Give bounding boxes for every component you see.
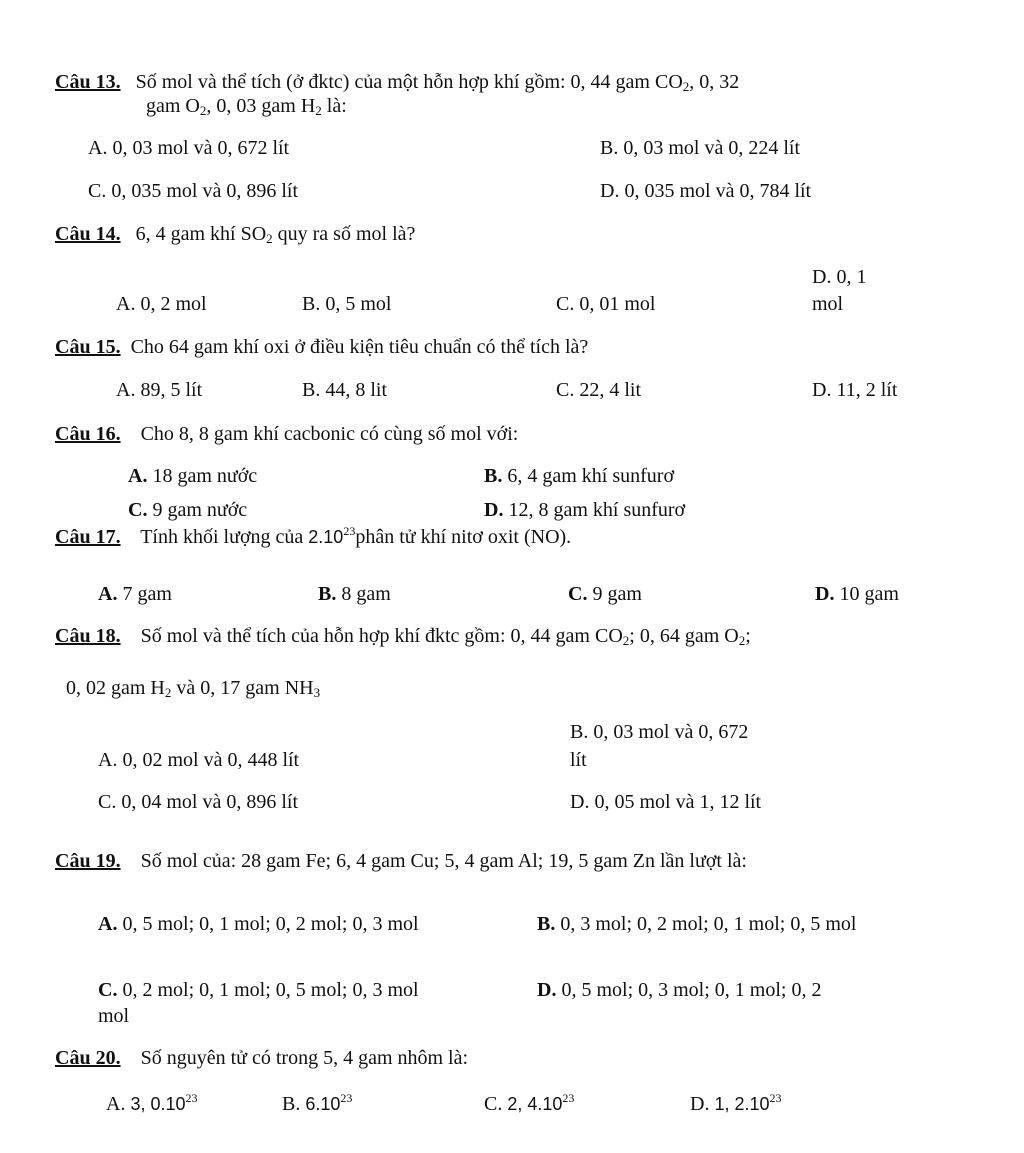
option-d-wrap[interactable] <box>812 292 843 316</box>
option-d[interactable] <box>812 265 866 289</box>
stem-text: phân tử khí nitơ oxit (NO). <box>355 526 572 548</box>
option-d[interactable] <box>570 790 761 814</box>
subscript: 2 <box>738 633 746 648</box>
question-number: Câu 20. <box>55 1047 121 1069</box>
question-stem <box>55 849 747 873</box>
option-text: 6.10 <box>305 1094 341 1114</box>
option-d[interactable] <box>815 582 899 606</box>
stem-text: 6, 4 gam khí SO <box>135 223 267 245</box>
question-stem <box>55 335 588 359</box>
option-letter: B. <box>302 379 321 401</box>
stem-text: ; <box>745 625 751 647</box>
option-letter: B. <box>302 293 321 315</box>
option-letter: D. <box>812 379 832 401</box>
option-c[interactable] <box>98 978 419 1002</box>
option-letter: C. <box>98 979 118 1001</box>
option-letter: A. <box>98 583 118 605</box>
option-text: 0, 03 mol và 0, 224 lít <box>623 137 801 159</box>
option-text: 12, 8 gam khí sunfurơ <box>508 499 686 521</box>
option-letter: B. <box>484 465 503 487</box>
option-a[interactable] <box>88 136 289 160</box>
option-text: 0, 03 mol và 0, 672 <box>593 721 749 743</box>
question-number: Câu 19. <box>55 850 121 872</box>
option-b-wrap[interactable] <box>570 748 587 772</box>
subscript: 2 <box>682 79 690 94</box>
subscript: 2 <box>199 103 207 118</box>
option-text: 0, 2 mol; 0, 1 mol; 0, 5 mol; 0, 3 mol <box>122 979 419 1001</box>
option-a[interactable] <box>116 292 207 316</box>
option-c[interactable] <box>98 790 298 814</box>
option-letter: A. <box>98 749 118 771</box>
option-letter: B. <box>537 913 556 935</box>
option-text: 89, 5 lít <box>140 379 203 401</box>
option-text: 8 gam <box>341 583 391 605</box>
subscript: 2 <box>164 685 172 700</box>
option-text: 1, 2.10 <box>714 1094 770 1114</box>
superscript: 23 <box>340 1091 353 1105</box>
stem-text: , 0, 32 <box>689 71 740 93</box>
option-letter: A. <box>128 465 148 487</box>
option-letter: D. <box>570 791 590 813</box>
option-c[interactable] <box>484 1092 574 1116</box>
option-letter: C. <box>568 583 588 605</box>
option-text: 9 gam nước <box>152 499 248 521</box>
option-letter: D. <box>484 499 504 521</box>
stem-text: 2.10 <box>308 527 344 547</box>
option-text: 18 gam nước <box>152 465 258 487</box>
subscript: 3 <box>313 685 321 700</box>
stem-text: Số mol của: 28 gam Fe; 6, 4 gam Cu; 5, 4 gam Al; 19, 5 gam Zn lần lượt là: <box>140 850 747 872</box>
option-text: lít <box>570 749 587 771</box>
question-stem <box>55 624 751 648</box>
stem-text: là: <box>321 95 347 117</box>
option-b[interactable] <box>484 464 674 488</box>
option-letter: C. <box>484 1093 503 1115</box>
option-letter: D. <box>537 979 557 1001</box>
option-text: 7 gam <box>122 583 172 605</box>
stem-text: Cho 8, 8 gam khí cacbonic có cùng số mol với: <box>140 423 519 445</box>
option-text: 0, 5 mol <box>325 293 392 315</box>
option-letter: C. <box>88 180 107 202</box>
question-number: Câu 15. <box>55 336 121 358</box>
option-text: 3, 0.10 <box>130 1094 186 1114</box>
option-letter: A. <box>88 137 108 159</box>
stem-text: gam O <box>146 95 200 117</box>
option-text: 9 gam <box>592 583 642 605</box>
question-stem-line2 <box>66 676 320 700</box>
option-letter: C. <box>98 791 117 813</box>
option-b[interactable] <box>570 720 748 744</box>
option-c[interactable] <box>88 179 298 203</box>
option-c[interactable] <box>128 498 247 522</box>
question-stem <box>55 222 415 246</box>
question-number: Câu 18. <box>55 625 121 647</box>
option-text: 10 gam <box>839 583 899 605</box>
stem-text: , 0, 03 gam H <box>206 95 316 117</box>
option-d[interactable] <box>537 978 821 1002</box>
option-a[interactable] <box>106 1092 198 1116</box>
option-d[interactable] <box>690 1092 782 1116</box>
stem-text: 0, 02 gam H <box>66 677 165 699</box>
stem-text: Cho 64 gam khí oxi ở điều kiện tiêu chuẩn có thể tích là? <box>130 336 589 358</box>
question-stem <box>55 70 739 94</box>
subscript: 2 <box>622 633 630 648</box>
option-text: 0, 04 mol và 0, 896 lít <box>121 791 299 813</box>
option-text: 22, 4 lit <box>579 379 642 401</box>
question-number: Câu 16. <box>55 423 121 445</box>
option-d[interactable] <box>600 179 811 203</box>
option-letter: D. <box>690 1093 710 1115</box>
option-text: 44, 8 lit <box>325 379 388 401</box>
superscript: 23 <box>185 1091 198 1105</box>
superscript: 23 <box>769 1091 782 1105</box>
stem-text: Số mol và thể tích (ở đktc) của một hỗn hợp khí gồm: 0, 44 gam CO <box>135 71 683 93</box>
option-letter: C. <box>128 499 148 521</box>
option-d-wrap[interactable] <box>98 1004 129 1028</box>
stem-text: Số nguyên tử có trong 5, 4 gam nhôm là: <box>140 1047 469 1069</box>
option-c[interactable] <box>556 378 641 402</box>
option-text: 0, 01 mol <box>579 293 656 315</box>
question-number: Câu 13. <box>55 71 121 93</box>
option-text: 0, 5 mol; 0, 3 mol; 0, 1 mol; 0, 2 <box>561 979 822 1001</box>
option-text: 0, 05 mol và 1, 12 lít <box>594 791 762 813</box>
option-letter: B. <box>570 721 589 743</box>
option-a[interactable] <box>98 912 419 936</box>
option-text: mol <box>98 1005 130 1027</box>
option-text: 2, 4.10 <box>507 1094 563 1114</box>
option-a[interactable] <box>128 464 257 488</box>
option-text: 0, 3 mol; 0, 2 mol; 0, 1 mol; 0, 5 mol <box>560 913 857 935</box>
option-text: mol <box>812 293 844 315</box>
question-stem-line2 <box>146 94 347 118</box>
option-b[interactable] <box>302 292 391 316</box>
option-letter: A. <box>116 293 136 315</box>
option-letter: B. <box>318 583 337 605</box>
option-b[interactable] <box>537 912 856 936</box>
option-text: 0, 02 mol và 0, 448 lít <box>122 749 300 771</box>
option-b[interactable] <box>282 1092 352 1116</box>
option-letter: D. <box>600 180 620 202</box>
option-c[interactable] <box>556 292 655 316</box>
option-a[interactable] <box>116 378 202 402</box>
option-text: 0, 03 mol và 0, 672 lít <box>112 137 290 159</box>
option-letter: B. <box>600 137 619 159</box>
option-letter: A. <box>98 913 118 935</box>
option-letter: D. <box>815 583 835 605</box>
option-d[interactable] <box>812 378 897 402</box>
stem-text: Tính khối lượng của <box>140 526 309 548</box>
option-d[interactable] <box>484 498 685 522</box>
option-text: 0, 2 mol <box>140 293 207 315</box>
stem-text: quy ra số mol là? <box>272 223 416 245</box>
stem-text: và 0, 17 gam NH <box>171 677 314 699</box>
option-text: 0, 5 mol; 0, 1 mol; 0, 2 mol; 0, 3 mol <box>122 913 419 935</box>
stem-text: Số mol và thể tích của hỗn hợp khí đktc gồm: 0, 44 gam CO <box>140 625 623 647</box>
option-letter: A. <box>106 1093 126 1115</box>
option-b[interactable] <box>600 136 800 160</box>
option-b[interactable] <box>318 582 391 606</box>
option-c[interactable] <box>568 582 642 606</box>
stem-text: ; 0, 64 gam O <box>629 625 739 647</box>
option-text: 11, 2 lít <box>836 379 898 401</box>
subscript: 2 <box>266 231 273 246</box>
option-letter: A. <box>116 379 136 401</box>
option-letter: B. <box>282 1093 301 1115</box>
option-letter: C. <box>556 293 575 315</box>
option-text: 6, 4 gam khí sunfurơ <box>507 465 675 487</box>
question-stem <box>55 1046 468 1070</box>
option-a[interactable] <box>98 748 299 772</box>
question-stem <box>55 422 518 446</box>
option-text: 0, 1 <box>836 266 867 288</box>
superscript: 23 <box>343 524 356 538</box>
option-letter: D. <box>812 266 832 288</box>
option-text: 0, 035 mol và 0, 896 lít <box>111 180 299 202</box>
option-a[interactable] <box>98 582 172 606</box>
superscript: 23 <box>562 1091 575 1105</box>
option-text: 0, 035 mol và 0, 784 lít <box>624 180 812 202</box>
option-b[interactable] <box>302 378 387 402</box>
option-letter: C. <box>556 379 575 401</box>
subscript: 2 <box>315 103 322 118</box>
question-number: Câu 17. <box>55 526 121 548</box>
question-stem <box>55 525 571 549</box>
question-number: Câu 14. <box>55 223 121 245</box>
